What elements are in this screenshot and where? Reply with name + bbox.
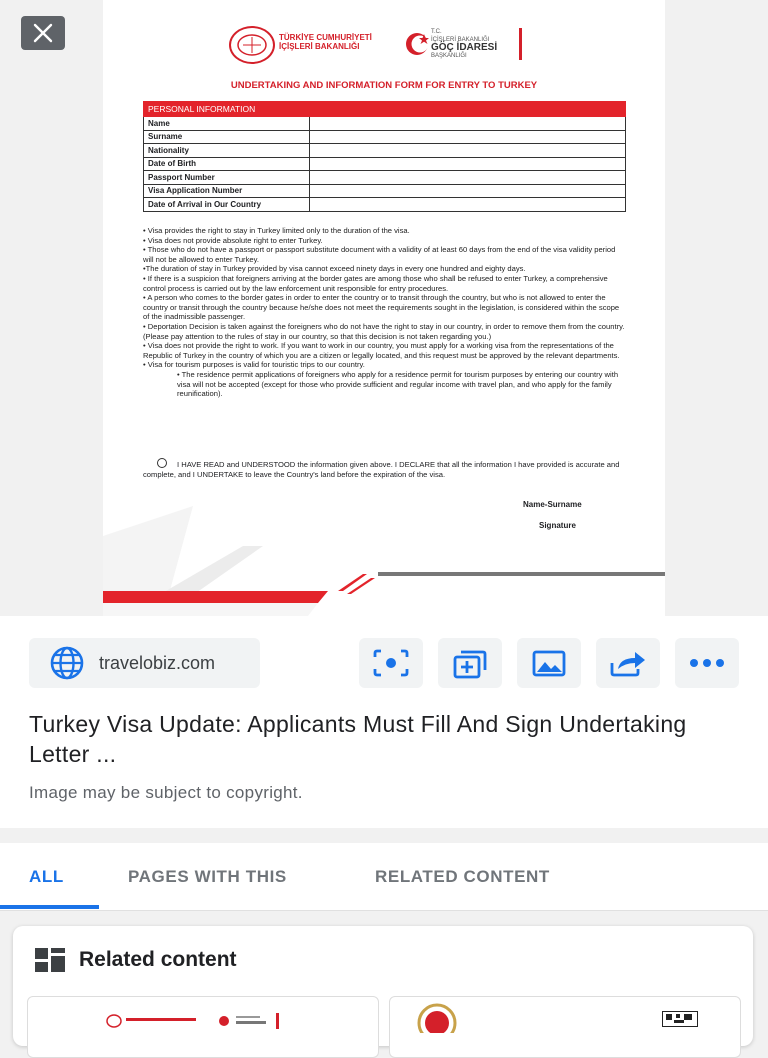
document-footer-decoration xyxy=(103,506,665,616)
more-options-button[interactable] xyxy=(675,638,739,688)
close-icon xyxy=(32,22,54,44)
related-content-card xyxy=(13,926,753,1046)
ministry-logo-text: TÜRKİYE CUMHURİYETİ İÇİŞLERİ BAKANLIĞI xyxy=(279,33,372,51)
share-icon xyxy=(609,648,647,678)
lens-icon xyxy=(372,648,410,678)
tab-all[interactable]: ALL xyxy=(29,867,64,886)
field-label: Surname xyxy=(144,130,310,144)
rule-item-indented: • The residence permit applications of foreigners who apply for a residence permit for tourism purposes by entering our country with visa will not be accepted (except for those who provide sufficient and regular income with travel plan, and who apply for the family reunification). xyxy=(177,369,619,399)
field-label: Date of Birth xyxy=(144,157,310,171)
share-button[interactable] xyxy=(596,638,660,688)
tab-pages-with-this[interactable]: PAGES WITH THIS xyxy=(128,867,287,886)
document-image[interactable] xyxy=(103,0,665,616)
view-image-button[interactable] xyxy=(517,638,581,688)
field-value xyxy=(310,144,626,158)
table-row xyxy=(144,117,626,131)
field-label: Date of Arrival in Our Country xyxy=(144,198,310,212)
source-domain: travelobiz.com xyxy=(99,652,216,673)
lens-search-button[interactable] xyxy=(359,638,423,688)
personal-info-table xyxy=(143,101,626,212)
table-header: PERSONAL INFORMATION xyxy=(144,102,626,117)
copyright-notice: Image may be subject to copyright. xyxy=(29,783,303,802)
thumbnail-logo-icon xyxy=(106,1011,306,1031)
form-title: UNDERTAKING AND INFORMATION FORM FOR ENTRY TO TURKEY xyxy=(230,80,538,91)
field-label: Visa Application Number xyxy=(144,184,310,198)
signature-label: Signature xyxy=(539,521,576,530)
source-link[interactable] xyxy=(29,638,260,688)
image-icon xyxy=(531,648,567,678)
add-to-collection-button[interactable] xyxy=(438,638,502,688)
rule-item: • Visa for tourism purposes is valid for touristic trips to our country. xyxy=(143,360,365,370)
results-tabs xyxy=(0,843,768,911)
table-row xyxy=(144,144,626,158)
table-row xyxy=(144,157,626,171)
declaration-radio xyxy=(157,458,167,468)
related-content-header: Related content xyxy=(79,948,237,971)
crescent-star-icon xyxy=(405,28,429,63)
result-title[interactable]: Turkey Visa Update: Applicants Must Fill And Sign Undertaking Letter ... xyxy=(29,711,687,767)
migration-logo-text: T.C. İÇİŞLERİ BAKANLIĞI GÖÇ İDARESİ BAŞKANLIĞI xyxy=(431,29,498,59)
field-value xyxy=(310,198,626,212)
ministry-emblem-icon xyxy=(229,26,275,64)
close-button[interactable] xyxy=(21,16,65,50)
field-value xyxy=(310,157,626,171)
rule-item: • Deportation Decision is taken against the foreigners who do not have the right to stay in our country, in order to remove them from the country. (Please pay attention to the rules of stay in our country, so that this decision is not taken regarding you.) xyxy=(143,321,625,341)
rule-item: • Visa provides the right to stay in Turkey limited only to the duration of the visa. xyxy=(143,226,410,235)
declaration-text: I HAVE READ and UNDERSTOOD the information given above. I DECLARE that all the information I have provided is accurate and complete, and I UNDERTAKE to leave the Country's land before the expiration of the visa. xyxy=(143,460,620,479)
thumbnail-seal-icon xyxy=(412,1003,462,1033)
field-label: Passport Number xyxy=(144,171,310,185)
field-value xyxy=(310,130,626,144)
logo-divider xyxy=(519,28,522,60)
qr-code-icon xyxy=(662,1011,698,1027)
related-thumbnail[interactable] xyxy=(389,996,741,1058)
table-row xyxy=(144,198,626,212)
tab-related-content[interactable]: RELATED CONTENT xyxy=(375,867,550,886)
rule-item: • If there is a suspicion that foreigners arriving at the border gates are among those who shall be refused to enter Turkey, a comprehensive control process is carried out by the law enforcement unit responsible for entry procedures. xyxy=(143,273,608,293)
field-label: Nationality xyxy=(144,144,310,158)
field-value xyxy=(310,117,626,131)
active-tab-indicator xyxy=(0,905,99,909)
globe-icon xyxy=(49,645,85,681)
table-row xyxy=(144,171,626,185)
rule-item: •The duration of stay in Turkey provided by visa cannot exceed ninety days in every one hundred and eighty days. xyxy=(143,264,526,274)
declaration xyxy=(143,458,626,479)
document-logos xyxy=(103,24,665,66)
rule-item: • Visa does not provide the right to work. If you want to work in our country, you must apply for a working visa from the representations of the Republic of Turkey in the country of which you are a citizen or legally located, and this request must be approved by the relevant departments. xyxy=(143,341,620,360)
table-row xyxy=(144,184,626,198)
field-value xyxy=(310,171,626,185)
name-surname-label: Name-Surname xyxy=(523,500,582,509)
field-label: Name xyxy=(144,117,310,131)
table-row xyxy=(144,130,626,144)
field-value xyxy=(310,184,626,198)
related-thumbnail[interactable] xyxy=(27,996,379,1058)
add-collection-icon xyxy=(452,647,488,679)
more-horizontal-icon xyxy=(688,658,726,668)
rule-item: • Visa does not provide absolute right to enter Turkey. xyxy=(143,235,323,245)
visa-rules xyxy=(143,226,626,399)
rule-item: • Those who do not have a passport or passport substitute document with a validity of at least 60 days from the end of the visa validity period will not be allowed to enter Turkey. xyxy=(143,245,616,264)
related-content-icon xyxy=(35,948,65,972)
rule-item: • A person who comes to the border gates in order to enter the country or to transit through the country, but who is not allowed to enter the country or transit through the country because he/she does not meet the requirements sought in the legislation, is considered within the scope of the inadmissible passenger. xyxy=(143,293,620,322)
